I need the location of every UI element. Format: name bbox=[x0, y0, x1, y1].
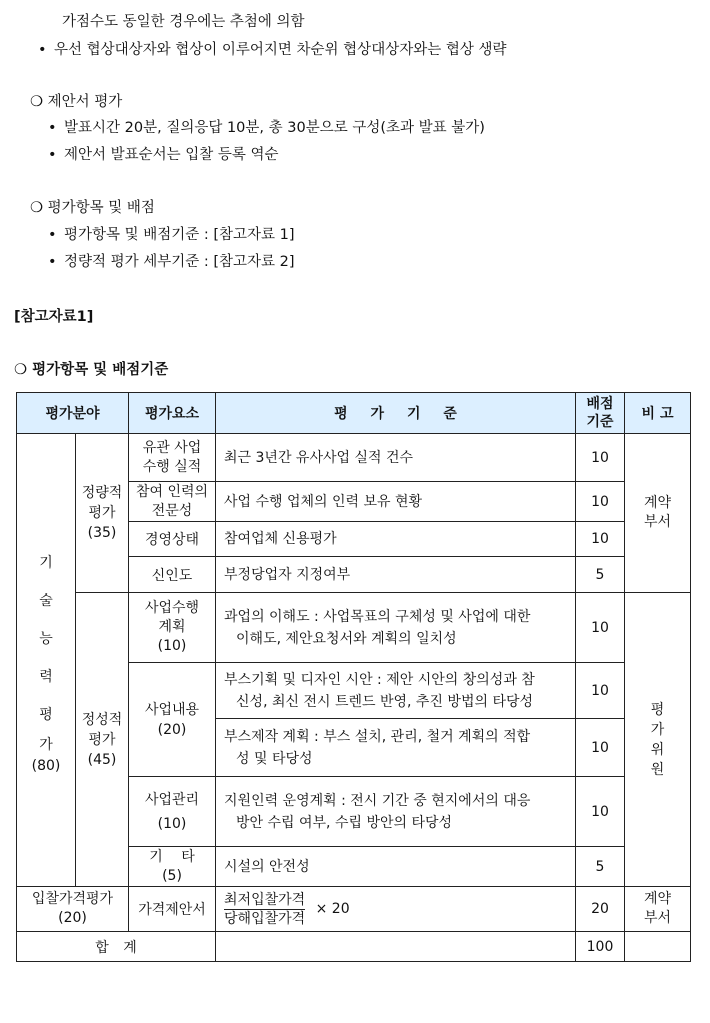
score-cell: 10 bbox=[576, 663, 625, 719]
remark-contract-price: 계약 부서 bbox=[625, 887, 691, 932]
tech-field-label: 기 술 능 력 평 가 (80) bbox=[17, 434, 76, 887]
criteria-cell: 최근 3년간 유사사업 실적 건수 bbox=[216, 434, 576, 482]
presentation-item-2: • 제안서 발표순서는 입찰 등록 역순 bbox=[48, 147, 279, 163]
bullet-dot: • bbox=[48, 147, 57, 163]
criteria-cell: 참여업체 신용평가 bbox=[216, 522, 576, 557]
bullet-dot: • bbox=[48, 120, 57, 136]
bullet-dot: • bbox=[48, 254, 57, 270]
score-cell: 10 bbox=[576, 482, 625, 522]
score-cell: 5 bbox=[576, 557, 625, 593]
criteria-cell: 사업 수행 업체의 인력 보유 현황 bbox=[216, 482, 576, 522]
heading-presentation: ❍ 제안서 평가 bbox=[30, 94, 123, 110]
header-remark: 비 고 bbox=[625, 393, 691, 434]
price-fraction: $\frac{\text{최저입찰가격}}{\text{당해입찰가격}}$ bbox=[224, 891, 306, 927]
score-cell: 10 bbox=[576, 522, 625, 557]
evaluation-item-2: • 정량적 평가 세부기준 : [참고자료 2] bbox=[48, 254, 295, 270]
total-criteria-empty bbox=[216, 932, 576, 962]
quant-label: 정량적 평가 (35) bbox=[76, 434, 129, 593]
circle-bullet-icon: ❍ bbox=[14, 362, 27, 378]
table-title: ❍ 평가항목 및 배점기준 bbox=[14, 362, 169, 378]
criteria-cell: 부스제작 계획 : 부스 설치, 관리, 철거 계획의 적합 성 및 타당성 bbox=[216, 719, 576, 777]
circle-bullet-icon: ❍ bbox=[30, 94, 43, 110]
element-cell: 사업관리 (10) bbox=[129, 777, 216, 847]
criteria-cell: 시설의 안전성 bbox=[216, 847, 576, 887]
element-cell: 사업수행 계획 (10) bbox=[129, 593, 216, 663]
bullet-dot: • bbox=[48, 227, 57, 243]
element-cell: 유관 사업 수행 실적 bbox=[129, 434, 216, 482]
score-cell: 20 bbox=[576, 887, 625, 932]
heading-evaluation-items: ❍ 평가항목 및 배점 bbox=[30, 200, 155, 216]
reference-title: [참고자료1] bbox=[14, 309, 94, 325]
element-cell: 참여 인력의 전문성 bbox=[129, 482, 216, 522]
intro-line-1: 가점수도 동일한 경우에는 추첨에 의함 bbox=[62, 14, 305, 30]
element-cell: 경영상태 bbox=[129, 522, 216, 557]
element-cell: 사업내용 (20) bbox=[129, 663, 216, 777]
qual-label: 정성적 평가 (45) bbox=[76, 593, 129, 887]
header-field: 평가분야 bbox=[17, 393, 129, 434]
criteria-cell: 지원인력 운영계획 : 전시 기간 중 현지에서의 대응 방안 수립 여부, 수립 방안의 타당성 bbox=[216, 777, 576, 847]
total-label: 합 계 bbox=[17, 932, 216, 962]
remark-committee: 평 가 위 원 bbox=[625, 593, 691, 887]
price-formula: $\frac{\text{최저입찰가격}}{\text{당해입찰가격}} \times 20$ bbox=[216, 887, 576, 932]
bullet-dot: • bbox=[38, 42, 47, 58]
element-cell: 신인도 bbox=[129, 557, 216, 593]
price-field-label: 입찰가격평가 (20) bbox=[17, 887, 129, 932]
intro-line-2: • 우선 협상대상자와 협상이 이루어지면 차순위 협상대상자와는 협상 생략 bbox=[38, 42, 507, 58]
evaluation-item-1: • 평가항목 및 배점기준 : [참고자료 1] bbox=[48, 227, 295, 243]
score-cell: 10 bbox=[576, 777, 625, 847]
price-element: 가격제안서 bbox=[129, 887, 216, 932]
total-score: 100 bbox=[576, 932, 625, 962]
header-score: 배점 기준 bbox=[576, 393, 625, 434]
criteria-cell: 부정당업자 지정여부 bbox=[216, 557, 576, 593]
element-cell: 기 타 (5) bbox=[129, 847, 216, 887]
header-element: 평가요소 bbox=[129, 393, 216, 434]
criteria-cell: 과업의 이해도 : 사업목표의 구체성 및 사업에 대한 이해도, 제안요청서와 계획의 일치성 bbox=[216, 593, 576, 663]
score-cell: 10 bbox=[576, 593, 625, 663]
remark-contract: 계약 부서 bbox=[625, 434, 691, 593]
total-remark-empty bbox=[625, 932, 691, 962]
header-criteria: 평 가 기 준 bbox=[216, 393, 576, 434]
circle-bullet-icon: ❍ bbox=[30, 200, 43, 216]
presentation-item-1: • 발표시간 20분, 질의응답 10분, 총 30분으로 구성(초과 발표 불가) bbox=[48, 120, 485, 136]
criteria-cell: 부스기획 및 디자인 시안 : 제안 시안의 창의성과 참 신성, 최신 전시 트렌드 반영, 추진 방법의 타당성 bbox=[216, 663, 576, 719]
score-cell: 5 bbox=[576, 847, 625, 887]
score-cell: 10 bbox=[576, 434, 625, 482]
score-cell: 10 bbox=[576, 719, 625, 777]
evaluation-table bbox=[16, 392, 691, 962]
